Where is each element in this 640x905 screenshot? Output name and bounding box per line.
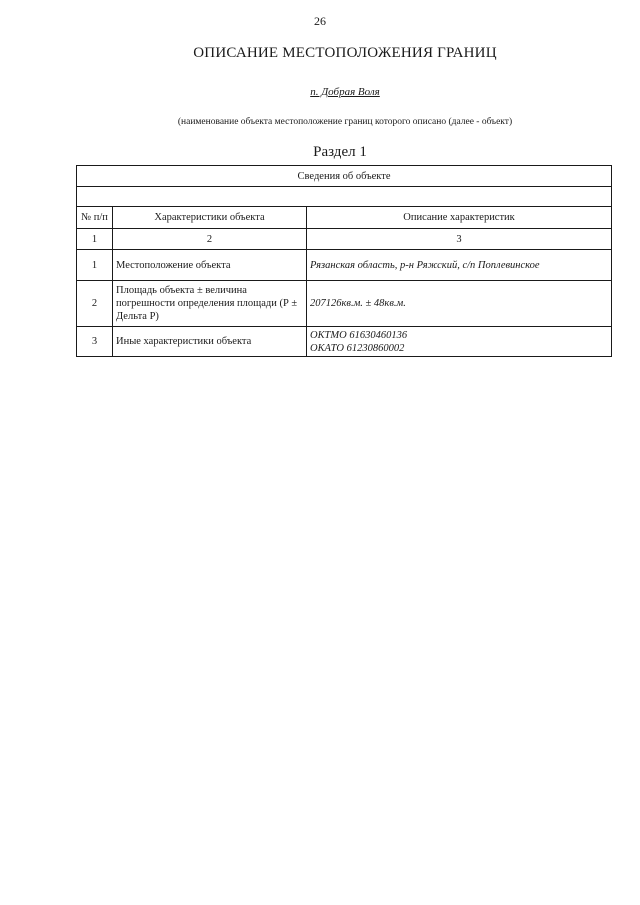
row-characteristic: Площадь объекта ± величина погрешности определения площади (Р ± Дельта Р) — [113, 281, 307, 327]
column-header-num: № п/п — [77, 207, 113, 229]
row-description-line: ОКАТО 61230860002 — [310, 342, 405, 354]
object-name: п. Добрая Воля — [310, 86, 380, 98]
row-description-line: 207126кв.м. ± 48кв.м. — [310, 298, 406, 309]
column-header-characteristic: Характеристики объекта — [113, 207, 307, 229]
row-description — [307, 281, 612, 327]
page-number: 26 — [314, 14, 326, 28]
section-title: Раздел 1 — [313, 144, 367, 160]
row-number: 3 — [77, 327, 113, 357]
object-info-table — [76, 165, 612, 357]
row-description-line: ОКТМО 61630460136 — [310, 329, 408, 341]
column-number-3: 3 — [307, 229, 612, 250]
column-number-2: 2 — [113, 229, 307, 250]
table-row — [77, 250, 612, 281]
row-number: 2 — [77, 281, 113, 327]
table-heading-row — [77, 166, 612, 187]
row-number: 1 — [77, 250, 113, 281]
blank-cell — [77, 187, 612, 207]
table-blank-row — [77, 187, 612, 207]
column-header-row — [77, 207, 612, 229]
row-description-line: Рязанская область, р-н Ряжский, с/п Поплевинское — [310, 259, 540, 271]
table-row — [77, 327, 612, 357]
row-description — [307, 250, 612, 281]
column-header-description: Описание характеристик — [307, 207, 612, 229]
column-number-1: 1 — [77, 229, 113, 250]
document-title: ОПИСАНИЕ МЕСТОПОЛОЖЕНИЯ ГРАНИЦ — [193, 45, 497, 61]
column-number-row — [77, 229, 612, 250]
object-name-caption: (наименование объекта местоположение границ которого описано (далее - объект) — [177, 117, 513, 127]
table-row — [77, 281, 612, 327]
row-characteristic: Местоположение объекта — [113, 250, 307, 281]
row-description — [307, 327, 612, 357]
table-heading: Сведения об объекте — [77, 166, 612, 187]
row-characteristic: Иные характеристики объекта — [113, 327, 307, 357]
